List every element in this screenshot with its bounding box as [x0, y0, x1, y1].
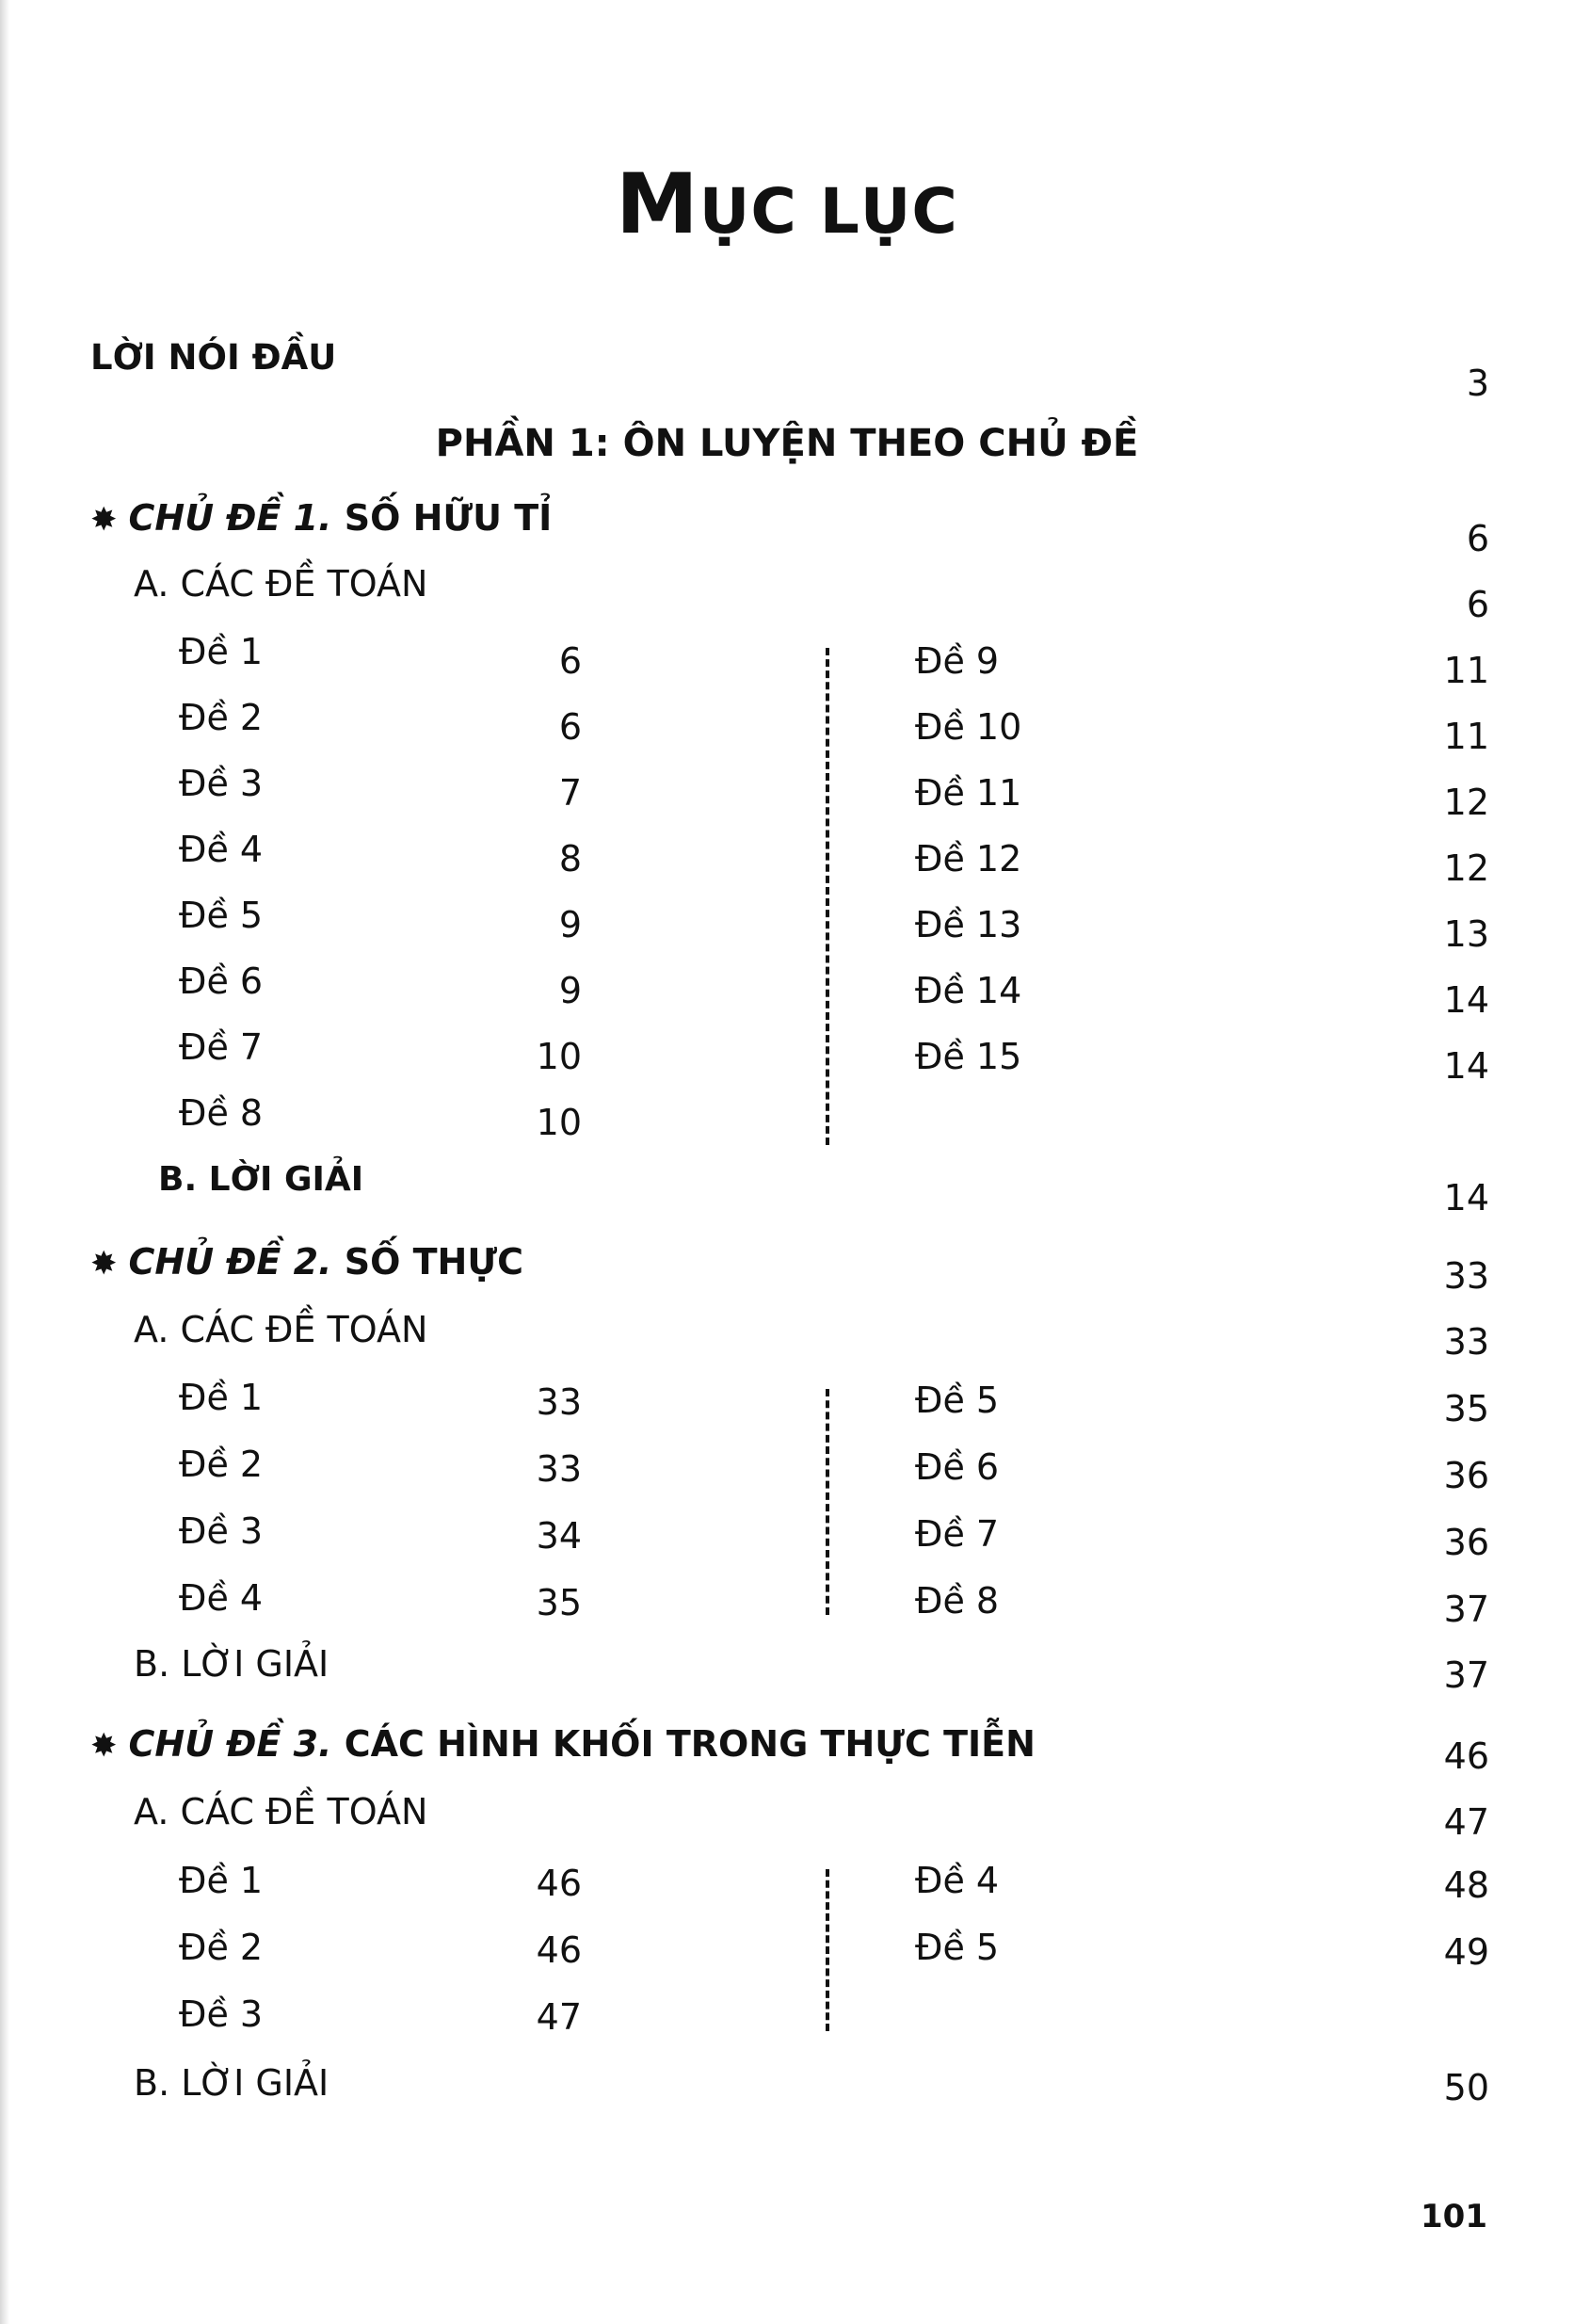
topic-2-right-page: 36: [1443, 1522, 1489, 1563]
topic-3-right-item[interactable]: Đề 4: [915, 1860, 1000, 1901]
toc-entry-preface[interactable]: LỜI NÓI ĐẦU: [90, 337, 337, 378]
topic-1-right-item[interactable]: Đề 11: [915, 772, 1022, 814]
topic-2-left-page: 34: [536, 1515, 582, 1557]
topic-1-right-item[interactable]: Đề 13: [915, 904, 1022, 945]
topic-3-left-page: 47: [536, 1996, 582, 2038]
topic-1-right-item[interactable]: Đề 14: [915, 970, 1022, 1011]
topic-1-sub-a[interactable]: A. CÁC ĐỀ TOÁN: [134, 563, 428, 605]
topic-3-right-page: 49: [1443, 1931, 1489, 1973]
column-divider: [826, 1869, 829, 2031]
topic-1-left-page: 10: [536, 1102, 582, 1143]
topic-2-left-item[interactable]: Đề 4: [179, 1577, 264, 1619]
topic-2-right-page: 35: [1443, 1388, 1489, 1429]
topic-3-prefix: CHỦ ĐỀ 3.: [128, 1723, 332, 1765]
topic-2-right-item[interactable]: Đề 6: [915, 1446, 1000, 1488]
column-divider: [826, 1389, 829, 1615]
topic-1-right-page: 12: [1443, 782, 1489, 823]
topic-1-right-item[interactable]: Đề 10: [915, 706, 1022, 748]
topic-1-title: SỐ HỮU TỈ: [344, 497, 553, 539]
topic-3-sub-b-page: 50: [1443, 2067, 1489, 2108]
topic-1-left-page: 9: [558, 904, 582, 945]
topic-3-left-item[interactable]: Đề 2: [179, 1927, 264, 1968]
topic-3-left-item[interactable]: Đề 1: [179, 1860, 264, 1901]
title-initial: M: [616, 155, 699, 252]
topic-1-left-item[interactable]: Đề 6: [179, 960, 264, 1002]
topic-1-right-item[interactable]: Đề 12: [915, 838, 1022, 880]
topic-2-title: SỐ THỰC: [344, 1241, 523, 1283]
topic-3-page: 46: [1443, 1735, 1489, 1777]
topic-2-left-item[interactable]: Đề 3: [179, 1510, 264, 1552]
topic-3-sub-a-page: 47: [1443, 1801, 1489, 1843]
topic-1-left-item[interactable]: Đề 8: [179, 1092, 264, 1134]
topic-2-left-item[interactable]: Đề 1: [179, 1377, 264, 1418]
topic-1-right-page: 12: [1443, 847, 1489, 889]
page-edge-shadow: [0, 0, 9, 2324]
topic-1-prefix: CHỦ ĐỀ 1.: [128, 497, 332, 539]
topic-2-right-item[interactable]: Đề 5: [915, 1380, 1000, 1421]
topic-2-left-item[interactable]: Đề 2: [179, 1444, 264, 1485]
topic-3-sub-a[interactable]: A. CÁC ĐỀ TOÁN: [134, 1791, 428, 1832]
column-divider: [826, 648, 829, 1145]
topic-1-right-page: 13: [1443, 913, 1489, 955]
bullet-icon: ✸: [90, 1727, 118, 1765]
topic-2-sub-a[interactable]: A. CÁC ĐỀ TOÁN: [134, 1309, 428, 1350]
topic-2-sub-a-page: 33: [1443, 1321, 1489, 1363]
topic-1-left-item[interactable]: Đề 3: [179, 763, 264, 804]
topic-3-left-item[interactable]: Đề 3: [179, 1993, 264, 2035]
topic-3-title: CÁC HÌNH KHỐI TRONG THỰC TIỄN: [344, 1723, 1036, 1765]
toc-page-preface: 3: [1466, 363, 1489, 404]
topic-1-right-page: 11: [1443, 716, 1489, 757]
topic-2-prefix: CHỦ ĐỀ 2.: [128, 1241, 332, 1283]
topic-2-right-item[interactable]: Đề 8: [915, 1580, 1000, 1622]
topic-2-right-page: 37: [1443, 1589, 1489, 1630]
topic-1-sub-b-page: 14: [1443, 1177, 1489, 1218]
topic-1-sub-a-page: 6: [1466, 584, 1489, 625]
topic-2-page: 33: [1443, 1255, 1489, 1297]
topic-1-left-item[interactable]: Đề 7: [179, 1026, 264, 1068]
topic-2-sub-b-page: 37: [1443, 1654, 1489, 1696]
topic-1-left-page: 10: [536, 1036, 582, 1077]
topic-1-page: 6: [1466, 518, 1489, 559]
topic-1-right-page: 14: [1443, 979, 1489, 1021]
topic-2-left-page: 33: [536, 1381, 582, 1423]
topic-1-left-item[interactable]: Đề 4: [179, 829, 264, 870]
topic-3-right-item[interactable]: Đề 5: [915, 1927, 1000, 1968]
topic-1-left-page: 6: [558, 706, 582, 748]
page-number: 101: [1421, 2198, 1487, 2235]
topic-1-left-item[interactable]: Đề 2: [179, 697, 264, 738]
topic-2-left-page: 33: [536, 1448, 582, 1490]
topic-2-heading[interactable]: [90, 1241, 523, 1283]
topic-1-left-page: 7: [558, 772, 582, 814]
topic-1-heading[interactable]: [90, 497, 552, 539]
topic-1-right-item[interactable]: Đề 15: [915, 1036, 1022, 1077]
topic-1-left-page: 9: [558, 970, 582, 1011]
topic-1-left-item[interactable]: Đề 5: [179, 895, 264, 936]
topic-3-left-page: 46: [536, 1929, 582, 1971]
topic-1-right-page: 14: [1443, 1045, 1489, 1087]
title-rest: ỤC LỤC: [699, 175, 958, 248]
topic-3-right-page: 48: [1443, 1864, 1489, 1906]
topic-2-right-item[interactable]: Đề 7: [915, 1513, 1000, 1555]
topic-1-right-page: 11: [1443, 650, 1489, 691]
topic-1-left-item[interactable]: Đề 1: [179, 631, 264, 672]
topic-3-sub-b[interactable]: B. LỜI GIẢI: [134, 2062, 329, 2104]
topic-1-left-page: 6: [558, 640, 582, 682]
topic-1-left-page: 8: [558, 838, 582, 880]
topic-1-sub-b[interactable]: B. LỜI GIẢI: [158, 1160, 364, 1199]
topic-1-right-item[interactable]: Đề 9: [915, 640, 1000, 682]
part-heading: PHẦN 1: ÔN LUYỆN THEO CHỦ ĐỀ: [435, 422, 1139, 465]
bullet-icon: ✸: [90, 1245, 118, 1283]
topic-2-sub-b[interactable]: B. LỜI GIẢI: [134, 1643, 329, 1685]
topic-2-right-page: 36: [1443, 1455, 1489, 1496]
topic-3-heading[interactable]: [90, 1723, 1036, 1765]
page-title: [0, 155, 1574, 252]
topic-2-left-page: 35: [536, 1582, 582, 1623]
bullet-icon: ✸: [90, 501, 118, 539]
topic-3-left-page: 46: [536, 1863, 582, 1904]
